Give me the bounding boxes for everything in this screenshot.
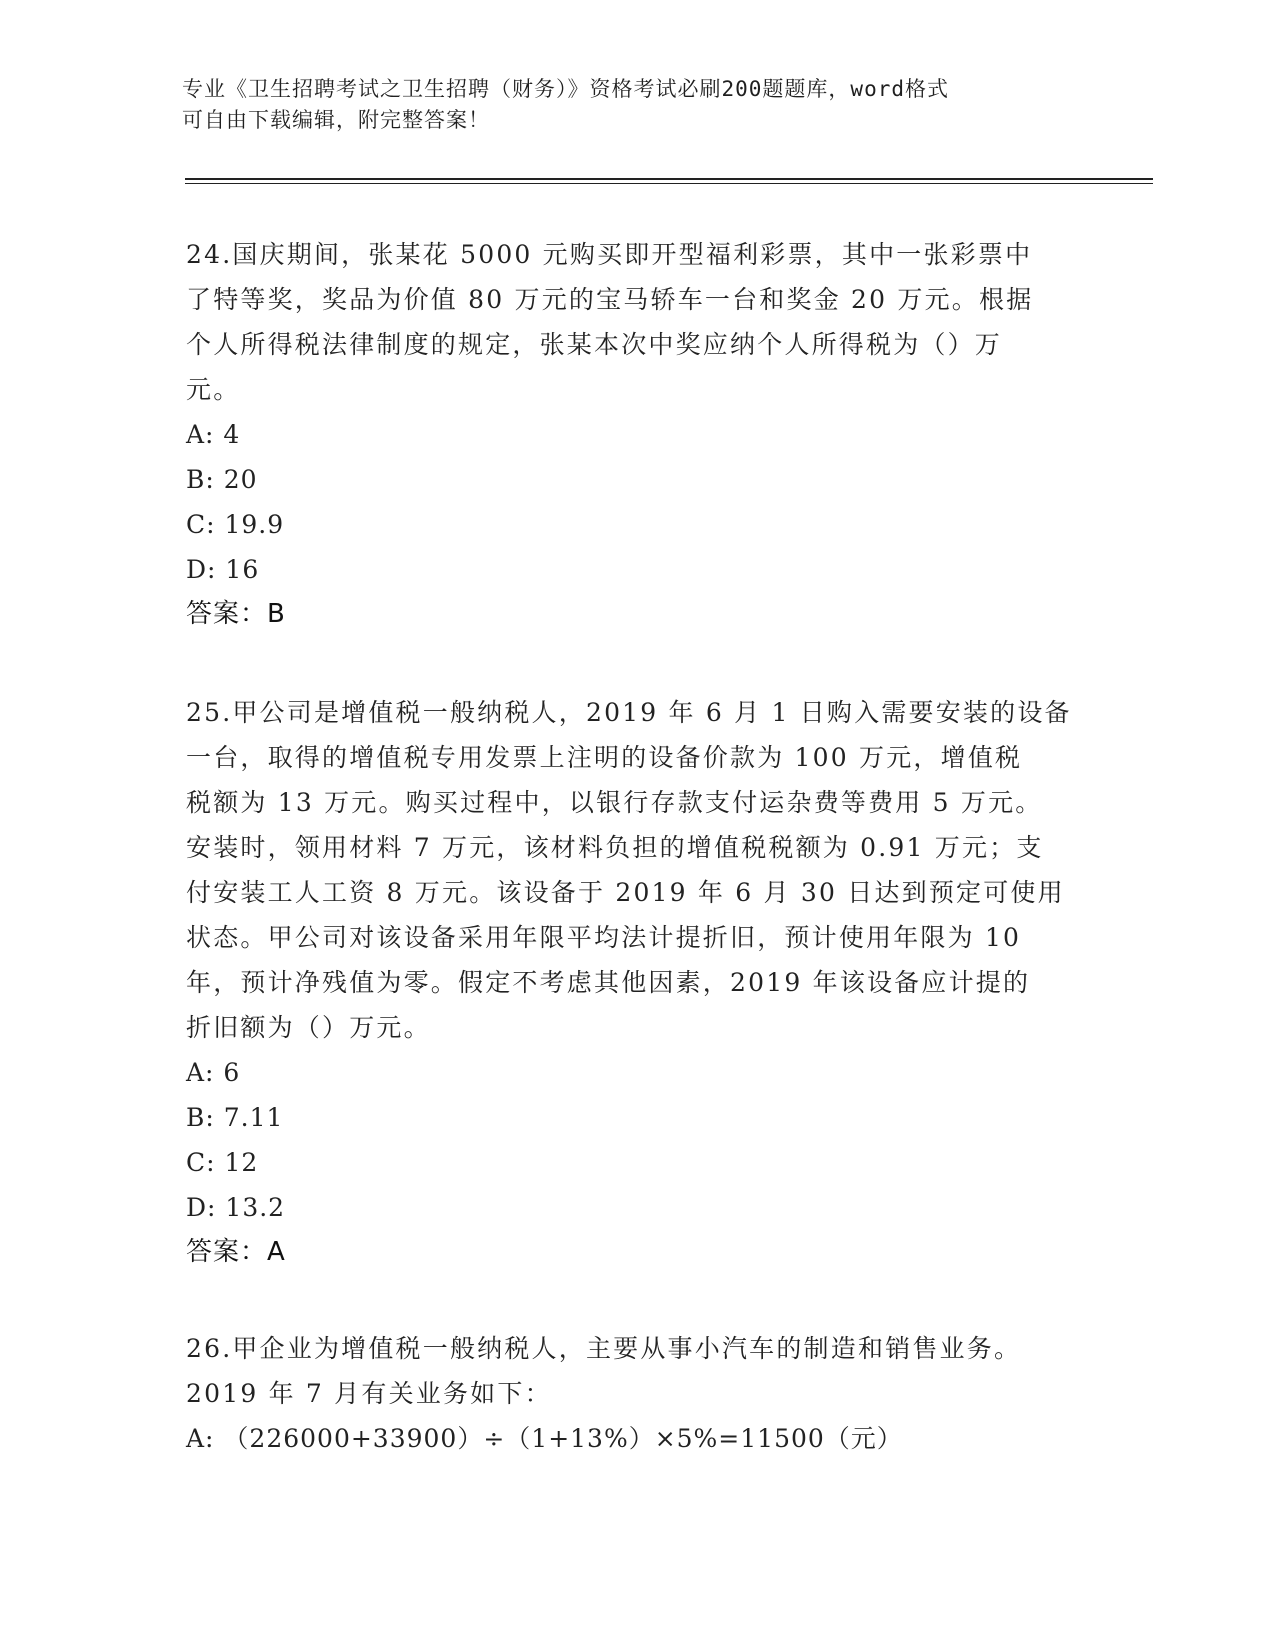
- option-d: D: 16: [186, 555, 260, 584]
- question-text-line: 2019 年 7 月有关业务如下：: [186, 1379, 552, 1408]
- document-header: [182, 74, 1062, 136]
- option-c: C: 19.9: [186, 510, 285, 539]
- question-text-line: 一台，取得的增值税专用发票上注明的设备价款为 100 万元，增值税: [186, 743, 1023, 772]
- answer-label: 答案：A: [186, 1237, 286, 1267]
- question-text-line: 元。: [186, 375, 241, 404]
- question-text-line: 状态。甲公司对该设备采用年限平均法计提折旧，预计使用年限为 10: [186, 923, 1022, 952]
- option-b: B: 7.11: [186, 1103, 284, 1132]
- header-divider-thick: [185, 178, 1153, 180]
- question-text-line: 安装时，领用材料 7 万元，该材料负担的增值税税额为 0.91 万元；支: [186, 833, 1044, 862]
- question-text-line: 26.甲企业为增值税一般纳税人，主要从事小汽车的制造和销售业务。: [186, 1334, 1022, 1363]
- header-line-2: 可自由下载编辑，附完整答案！: [182, 108, 490, 132]
- question-text-line: 了特等奖，奖品为价值 80 万元的宝马轿车一台和奖金 20 万元。根据: [186, 285, 1034, 314]
- question-text-line: 年，预计净残值为零。假定不考虑其他因素，2019 年该设备应计提的: [186, 968, 1031, 997]
- option-a: A: 4: [186, 420, 241, 449]
- question-text-line: 24.国庆期间，张某花 5000 元购买即开型福利彩票，其中一张彩票中: [186, 240, 1033, 269]
- question-24: [186, 232, 1086, 637]
- option-b: B: 20: [186, 465, 258, 494]
- answer-label: 答案：B: [186, 599, 286, 629]
- question-26: [186, 1326, 1086, 1461]
- question-text-line: 付安装工人工资 8 万元。该设备于 2019 年 6 月 30 日达到预定可使用: [186, 878, 1065, 907]
- option-d: D: 13.2: [186, 1193, 286, 1222]
- question-25: [186, 690, 1086, 1275]
- question-text-line: 个人所得税法律制度的规定，张某本次中奖应纳个人所得税为（）万: [186, 330, 1003, 359]
- option-a: A: 6: [186, 1058, 241, 1087]
- header-divider-thin: [185, 183, 1153, 184]
- question-text-line: 25.甲公司是增值税一般纳税人，2019 年 6 月 1 日购入需要安装的设备: [186, 698, 1072, 727]
- question-text-line: 税额为 13 万元。购买过程中，以银行存款支付运杂费等费用 5 万元。: [186, 788, 1043, 817]
- option-a: A: （226000+33900）÷（1+13%）×5%=11500（元）: [186, 1424, 903, 1453]
- option-c: C: 12: [186, 1148, 259, 1177]
- question-text-line: 折旧额为（）万元。: [186, 1013, 431, 1042]
- header-line-1: 专业《卫生招聘考试之卫生招聘（财务）》资格考试必刷200题题库，word格式: [182, 77, 949, 101]
